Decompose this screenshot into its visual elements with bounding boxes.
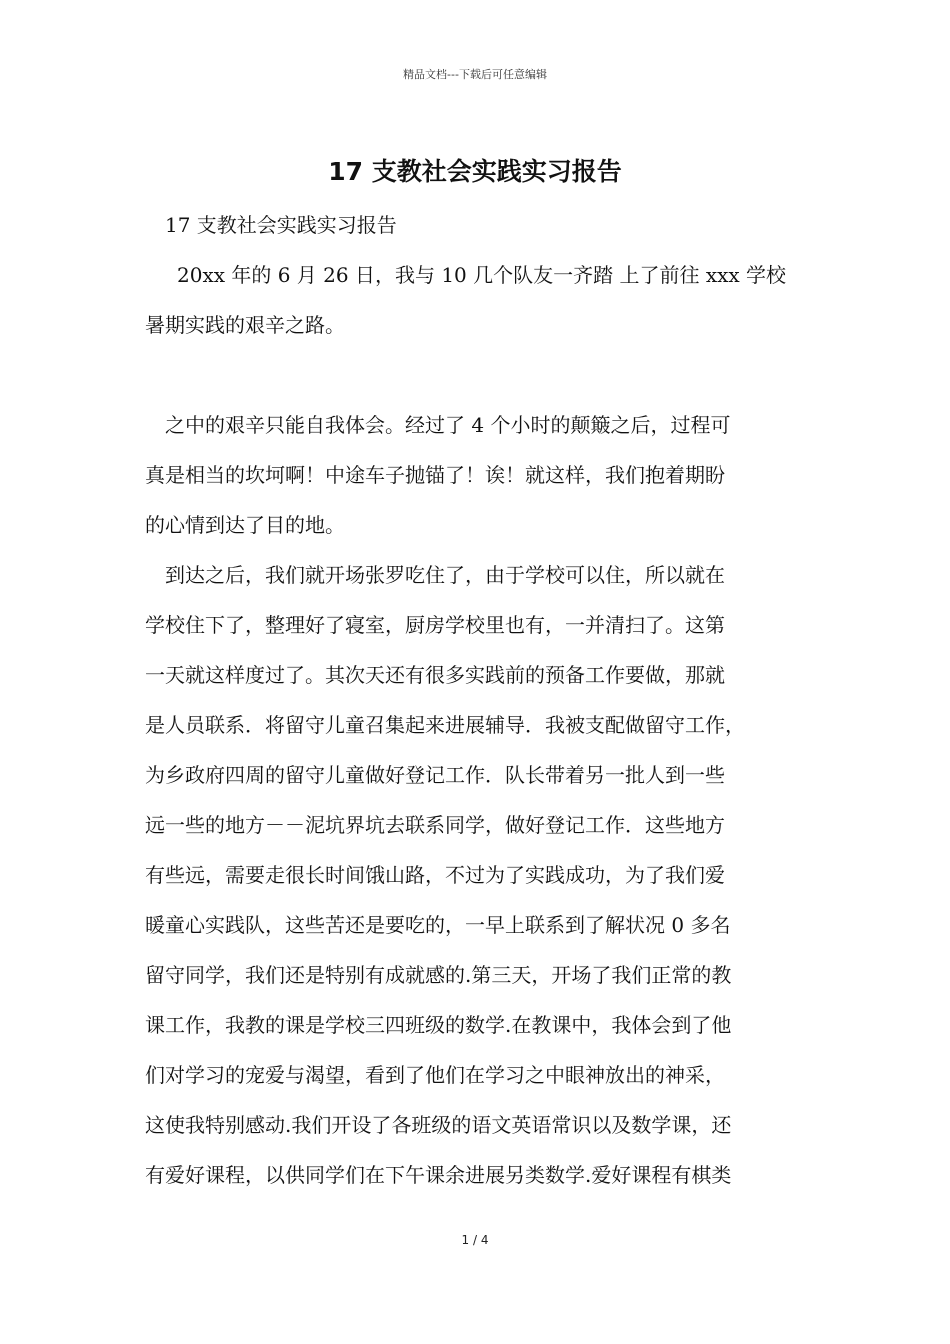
- paragraph-1: [145, 250, 815, 350]
- paragraph-line: 之中的艰辛只能自我体会。经过了 4 个小时的颠簸之后，过程可: [165, 413, 731, 437]
- paragraph-line: 是人员联系．将留守儿童召集起来进展辅导．我被支配做留守工作，: [145, 713, 745, 737]
- paragraph-line: 这使我特别感动.我们开设了各班级的语文英语常识以及数学课，还: [145, 1113, 732, 1137]
- body-subtitle: 17 支教社会实践实习报告: [165, 213, 397, 237]
- paragraph-line: 有些远，需要走很长时间饿山路，不过为了实践成功，为了我们爱: [145, 863, 725, 887]
- header-note: 精品文档---下载后可任意编辑: [403, 68, 547, 81]
- paragraph-2: [145, 400, 815, 550]
- paragraph-line: 学校住下了，整理好了寝室，厨房学校里也有，一并清扫了。这第: [145, 613, 725, 637]
- document-body: [145, 200, 815, 1200]
- paragraph-gap: [145, 350, 815, 400]
- document-title: 17 支教社会实践实习报告: [328, 157, 622, 186]
- paragraph-line: 到达之后，我们就开场张罗吃住了，由于学校可以住，所以就在: [165, 563, 725, 587]
- paragraph-line: 远一些的地方－－泥坑界坑去联系同学，做好登记工作．这些地方: [145, 813, 725, 837]
- paragraph-line: 真是相当的坎坷啊！中途车子抛锚了！诶！就这样，我们抱着期盼: [145, 463, 725, 487]
- paragraph-3: [145, 550, 815, 1200]
- paragraph-line: 一天就这样度过了。其次天还有很多实践前的预备工作要做，那就: [145, 663, 725, 687]
- paragraph-line: 20xx 年的 6 月 26 日，我与 10 几个队友一齐踏 上了前往 xxx 学校: [177, 263, 787, 287]
- paragraph-line: 留守同学，我们还是特别有成就感的.第三天，开场了我们正常的教: [145, 963, 732, 987]
- page-indicator: 1 / 4: [461, 1233, 489, 1247]
- paragraph-line: 暖童心实践队，这些苦还是要吃的，一早上联系到了解状况 0 多名: [145, 913, 731, 937]
- paragraph-line: 为乡政府四周的留守儿童做好登记工作．队长带着另一批人到一些: [145, 763, 725, 787]
- paragraph-line: 暑期实践的艰辛之路。: [145, 313, 345, 337]
- paragraph-line: 有爱好课程，以供同学们在下午课余进展另类数学.爱好课程有棋类: [145, 1163, 732, 1187]
- paragraph-line: 们对学习的宠爱与渴望，看到了他们在学习之中眼神放出的神采，: [145, 1063, 725, 1087]
- paragraph-line: 课工作，我教的课是学校三四班级的数学.在教课中，我体会到了他: [145, 1013, 732, 1037]
- paragraph-line: 的心情到达了目的地。: [145, 513, 345, 537]
